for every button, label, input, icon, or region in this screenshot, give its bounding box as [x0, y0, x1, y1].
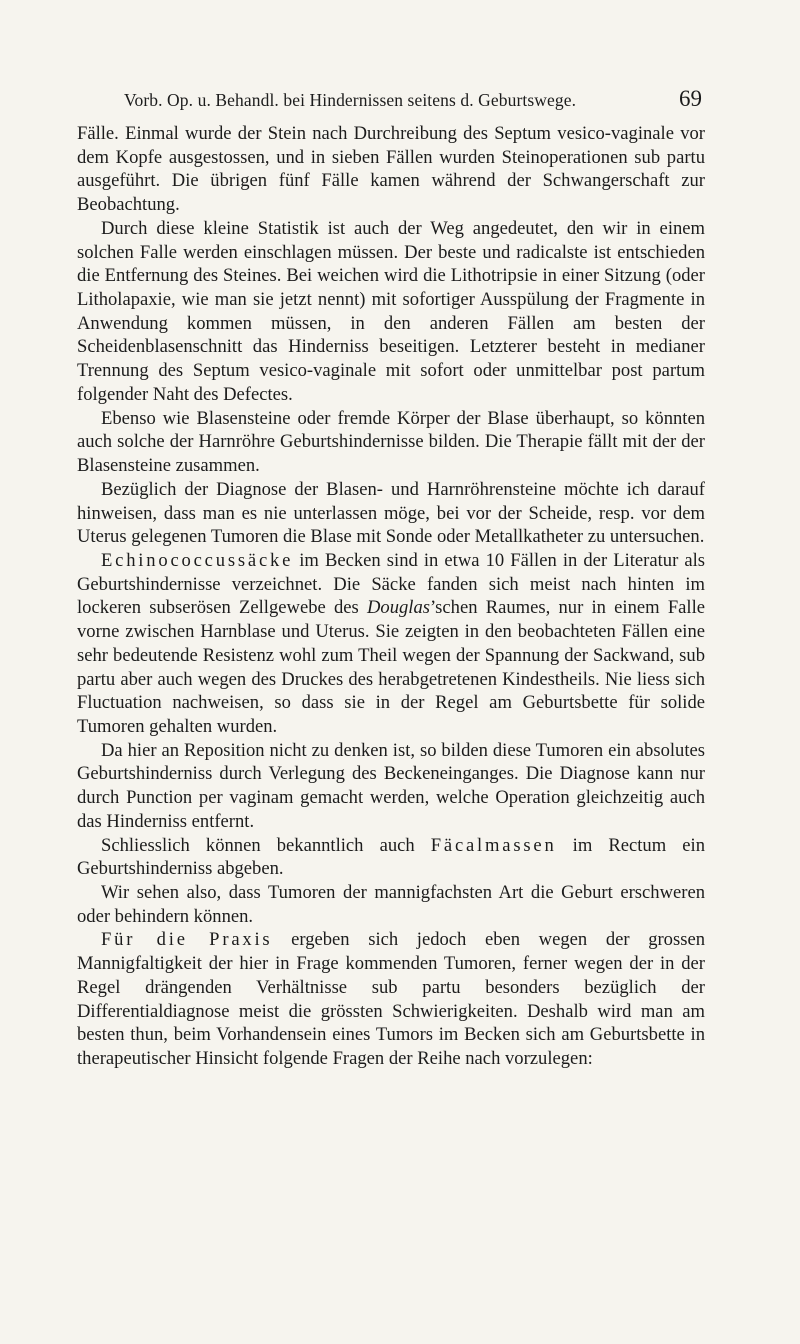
running-head: Vorb. Op. u. Behandl. bei Hindernissen seitens d. Geburtswege.: [124, 90, 577, 110]
paragraph-6: Da hier an Reposition nicht zu denken ist, so bilden diese Tumoren ein absolutes Geburtshinderniss durch Verlegung des Beckeneinganges. Die Diagnose kann nur durch Punction per vaginam gemacht werden, welche Operation gleichzeitig auch das Hinderniss entfernt.: [77, 739, 705, 832]
page-number: 69: [679, 86, 702, 111]
paragraph-2: Durch diese kleine Statistik ist auch der Weg angedeutet, den wir in einem solchen Falle werden einschlagen müssen. Der beste und radicalste ist entschieden die Entfernung des Steines. Bei weichen wird die Lithotripsie in einer Sitzung (oder Litholapaxie, wie man sie jetzt nennt) mit sofortiger Ausspülung der Fragmente in Anwendung kommen müssen, in den anderen Fällen am besten der Scheidenblasenschnitt das Hinderniss beseitigen. Letzterer besteht in medianer Trennung des Septum vesico-vaginale mit sofort oder unmittelbar post partum folgender Naht des Defectes.: [77, 217, 705, 405]
paragraph-9: [77, 928, 705, 1070]
paragraph-9-text: ergeben sich jedoch eben wegen der grossen Mannigfaltigkeit der hier in Frage kommenden Tumoren, ferner wegen der in der Regel drängenden Verhältnisse sub partu besonders bezüglich der Differentialdiagnose meist die grössten Schwierigkeiten. Deshalb wird man am besten thun, beim Vorhandensein eines Tumors im Becken sich am Geburtsbette in therapeutischer Hinsicht folgende Fragen der Reihe nach vorzulegen:: [77, 929, 705, 1070]
paragraph-5: [77, 549, 705, 739]
body-text: [77, 122, 705, 1071]
page-header: [124, 86, 702, 120]
douglas-name: Douglas: [366, 597, 431, 619]
paragraph-8: Wir sehen also, dass Tumoren der mannigfachsten Art die Geburt erschweren oder behindern können.: [77, 882, 705, 927]
paragraph-3: Ebenso wie Blasensteine oder fremde Körper der Blase überhaupt, so könnten auch solche der Harnröhre Geburtshindernisse bilden. Die Therapie fällt mit der der Blasensteine zusammen.: [77, 407, 705, 477]
praxis-term: Für die Praxis: [101, 929, 273, 951]
paragraph-7: [77, 834, 705, 881]
faecalmassen-term: Fäcalmassen: [430, 834, 557, 856]
paragraph-4: Bezüglich der Diagnose der Blasen- und Harnröhrensteine möchte ich darauf hinweisen, dass man es nie unterlassen möge, bei vor der Scheide, resp. vor dem Uterus gelegenen Tumoren die Blase mit Sonde oder Metallkatheter zu untersuchen.: [77, 478, 705, 548]
paragraph-5-text-b: ’schen Raumes, nur in einem Falle vorne zwischen Harnblase und Uterus. Sie zeigten in den beobachteten Fällen eine sehr bedeutende Resistenz wohl zum Theil wegen der Spannung der Sackwand, sub partu aber auch wegen des Druckes des herabgetretenen Kindestheils. Nie liess sich Fluctuation nachweisen, so dass sie in der Regel am Geburtsbette für solide Tumoren gehalten wurden.: [77, 597, 706, 737]
paragraph-7-text-a: Schliesslich können bekanntlich auch: [101, 834, 431, 856]
paragraph-7-text-b: im Rectum ein Geburtshinderniss abgeben.: [77, 834, 705, 880]
paragraph-5-text-a: im Becken sind in etwa 10 Fällen in der Literatur als Geburtshindernisse verzeichnet. Die Säcke fanden sich meist nach hinten im lockeren subserösen Zellgewebe des: [77, 549, 705, 619]
paragraph-1: Fälle. Einmal wurde der Stein nach Durchreibung des Septum vesico-vaginale vor dem Kopfe ausgestossen, und in sieben Fällen wurden Steinoperationen sub partu ausgeführt. Die übrigen fünf Fälle kamen während der Schwangerschaft zur Beobachtung.: [77, 123, 705, 216]
echinococcus-term: Echinococcussäcke: [101, 549, 294, 571]
